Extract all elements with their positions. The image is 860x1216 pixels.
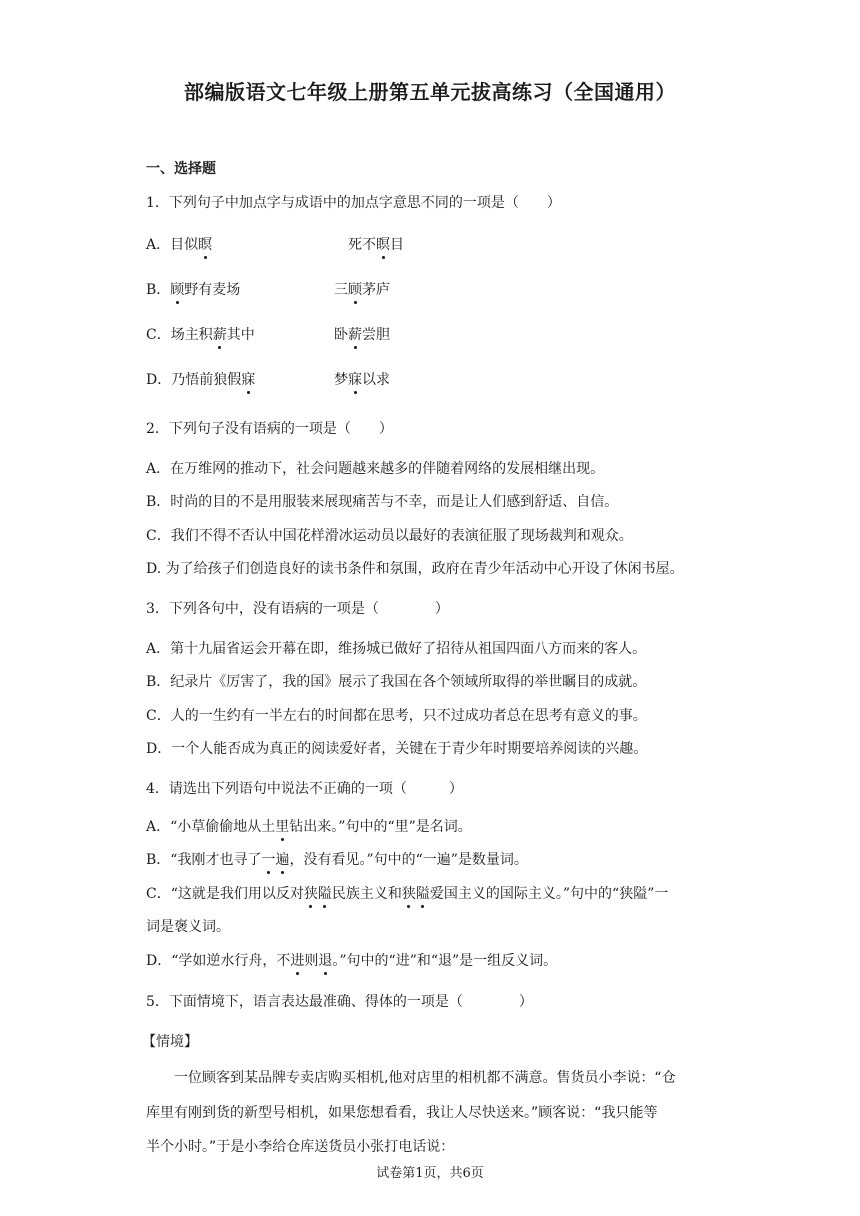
q5-context-para-line2: 库里有刚到货的新型号相机，如果您想看看，我让人尽快送来。”顾客说：“我只能等 [146,1105,658,1121]
q2-option-b: B．时尚的目的不是用服装来展现痛苦与不幸，而是让人们感到舒适、自信。 [146,494,619,510]
page-title: 部编版语文七年级上册第五单元拔高练习（全国通用） [184,80,676,104]
q3-option-a: A．第十九届省运会开幕在即，维扬城已做好了招待从祖国四面八方而来的客人。 [146,641,647,657]
question-1-stem: 1．下列句子中加点字与成语中的加点字意思不同的一项是（ ） [146,195,561,211]
q1-option-a: A．目似瞑 [146,234,212,254]
q4-option-d: D．“学如逆水行舟，不进则退。”句中的“进”和“退”是一组反义词。 [146,950,557,970]
q4-option-c-cont: 词是褒义词。 [146,919,230,935]
q2-option-d: D. 为了给孩子们创造良好的读书条件和氛围，政府在青少年活动中心开设了休闲书屋。 [146,561,684,577]
q1-option-b: B．顾野有麦场 [146,279,240,299]
q5-context-label: 【情境】 [142,1034,198,1050]
q3-option-c: C．人的一生约有一半左右的时间都在思考，只不过成功者总在思考有意义的事。 [146,708,647,724]
emphasis-dot-char: 寐 [348,369,362,389]
q4-option-c: C．“这就是我们用以反对狭隘民族主义和狭隘爱国主义的国际主义。”句中的“狭隘”一 [146,883,668,903]
question-5-stem: 5．下面情境下，语言表达最准确、得体的一项是（ ） [146,994,533,1010]
question-3-stem: 3．下列各句中，没有语病的一项是（ ） [146,601,449,617]
q1-option-b-idiom: 三顾茅庐 [334,279,390,299]
emphasis-dot-char: 寐 [241,369,255,389]
q1-option-d: D．乃悟前狼假寐 [146,369,255,389]
emphasis-dot-char: 隘 [318,883,332,903]
emphasis-dot-char: 一 [261,849,275,869]
q5-context-para-line1: 一位顾客到某品牌专卖店购买相机,他对店里的相机都不满意。售货员小李说：“仓 [174,1070,676,1086]
emphasis-dot-char: 薪 [213,324,227,344]
section-heading: 一、选择题 [146,161,216,177]
emphasis-dot-char: 进 [290,950,304,970]
emphasis-dot-char: 狭 [304,883,318,903]
emphasis-dot-char: 瞑 [198,234,212,254]
emphasis-dot-char: 顾 [348,279,362,299]
q5-context-para-line3: 半个小时。”于是小李给仓库送货员小张打电话说： [146,1139,455,1155]
question-4-stem: 4．请选出下列语句中说法不正确的一项（ ） [146,781,463,797]
q1-option-c-idiom: 卧薪尝胆 [334,324,390,344]
emphasis-dot-char: 里 [275,816,289,836]
q1-option-a-idiom: 死不瞑目 [348,234,404,254]
q2-option-a: A．在万维网的推动下，社会问题越来越多的伴随着网络的发展相继出现。 [146,461,605,477]
q3-option-b: B．纪录片《厉害了，我的国》展示了我国在各个领域所取得的举世瞩目的成就。 [146,674,647,690]
q1-option-d-idiom: 梦寐以求 [334,369,390,389]
emphasis-dot-char: 退 [318,950,332,970]
emphasis-dot-char: 顾 [170,279,184,299]
page-footer: 试卷第1页，共6页 [376,1166,484,1181]
emphasis-dot-char: 狭 [402,883,416,903]
q2-option-c: C．我们不得不否认中国花样滑冰运动员以最好的表演征服了现场裁判和观众。 [146,528,633,544]
emphasis-dot-char: 隘 [416,883,430,903]
q4-option-b: B．“我刚才也寻了一遍，没有看见。”句中的“一遍”是数量词。 [146,849,528,869]
q3-option-d: D．一个人能否成为真正的阅读爱好者，关键在于青少年时期要培养阅读的兴趣。 [146,741,648,757]
emphasis-dot-char: 薪 [348,324,362,344]
q1-option-c: C．场主积薪其中 [146,324,255,344]
emphasis-dot-char: 瞑 [376,234,390,254]
question-2-stem: 2．下列句子没有语病的一项是（ ） [146,421,393,437]
q4-option-a: A．“小草偷偷地从土里钻出来。”句中的“里”是名词。 [146,816,472,836]
emphasis-dot-char: 遍 [275,849,289,869]
